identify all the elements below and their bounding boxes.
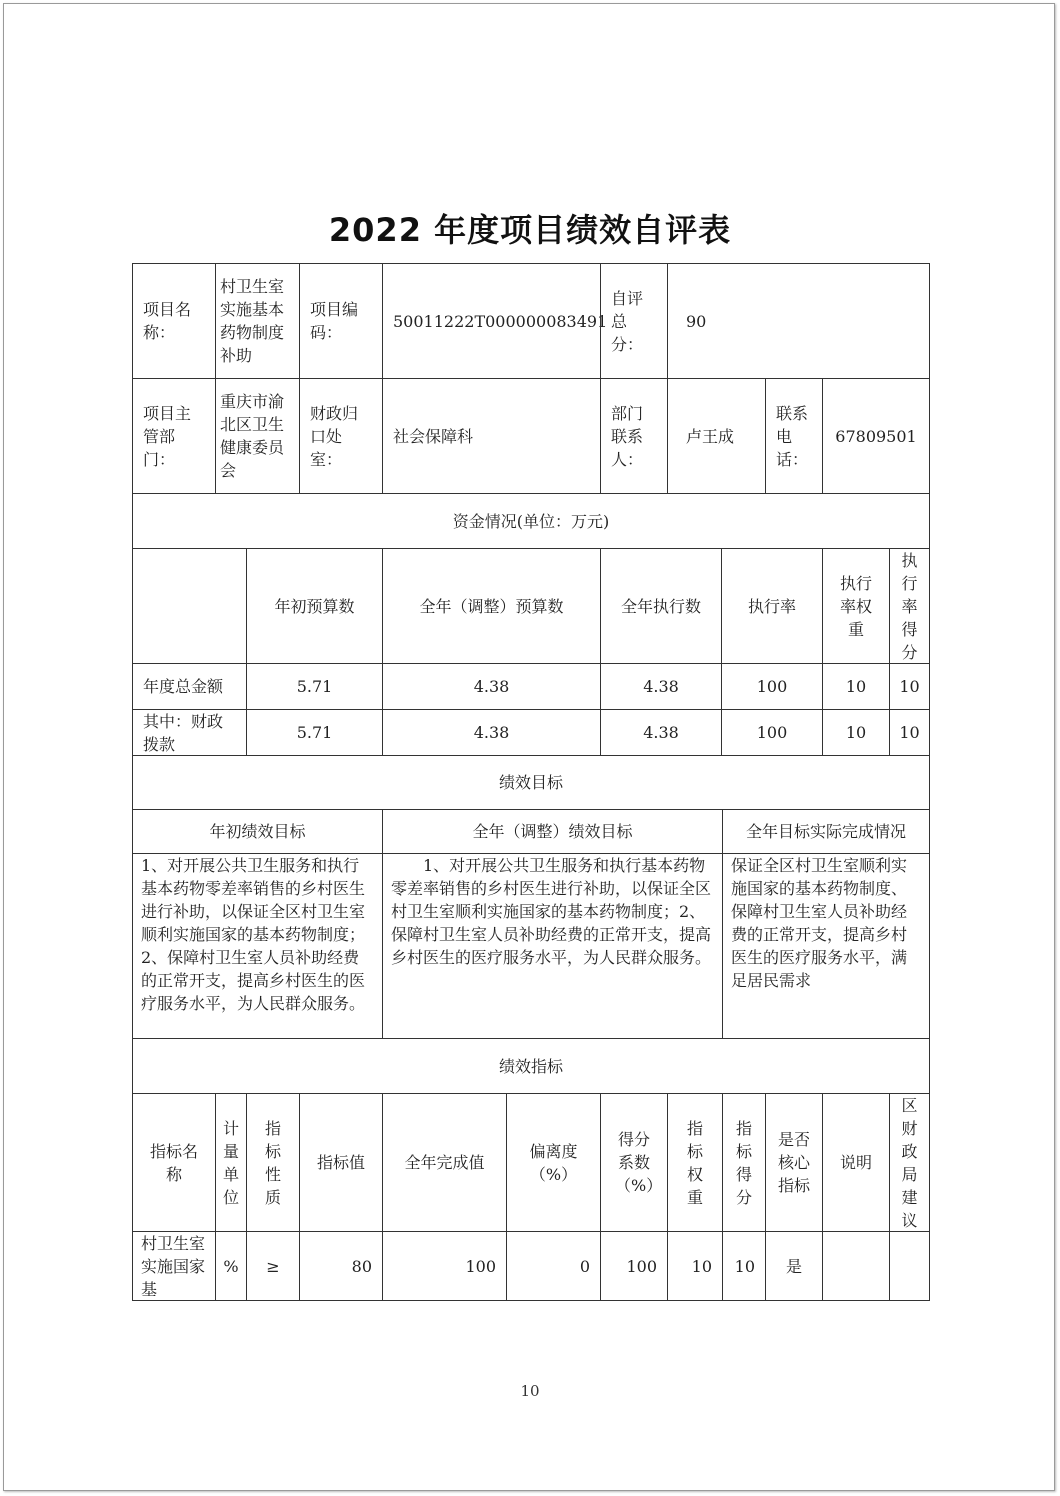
ind-row-unit: % bbox=[215, 1231, 247, 1301]
funds-row-total-initial: 5.71 bbox=[246, 663, 383, 710]
ind-col-target: 指标值 bbox=[299, 1093, 383, 1232]
ind-row-coefficient: 100 bbox=[600, 1231, 668, 1301]
ind-col-weight bbox=[667, 1093, 723, 1232]
ind-col-core-text: 是否核心指标 bbox=[777, 1130, 810, 1195]
ind-row-note bbox=[822, 1231, 890, 1301]
dept-label: 项目主管部门： bbox=[132, 378, 216, 494]
funds-header-blank bbox=[132, 548, 247, 664]
funds-row-fiscal-initial: 5.71 bbox=[246, 709, 383, 756]
funds-row-total-label: 年度总金额 bbox=[132, 663, 247, 710]
dept-value: 重庆市渝北区卫生健康委员会 bbox=[215, 378, 300, 494]
goals-section-title: 绩效目标 bbox=[132, 755, 930, 810]
funds-col-score bbox=[889, 548, 930, 664]
ind-col-advice-text: 区财政局建议 bbox=[901, 1095, 918, 1230]
funds-col-weight-text: 执行率权重 bbox=[839, 573, 872, 639]
phone-label: 联系电话： bbox=[765, 378, 823, 494]
page-title: 2022 年度项目绩效自评表 bbox=[328, 211, 732, 249]
project-name-label: 项目名称： bbox=[132, 263, 216, 379]
ind-row-deviation: 0 bbox=[506, 1231, 601, 1301]
finance-value: 社会保障科 bbox=[382, 378, 601, 494]
contact-value: 卢王成 bbox=[667, 378, 766, 494]
goals-actual-text: 保证全区村卫生室顺利实施国家的基本药物制度、保障村卫生室人员补助经费的正常开支，提高乡村医生的医疗服务水平，满足居民需求 bbox=[722, 853, 930, 1039]
ind-col-deviation-text: 偏离度（%） bbox=[529, 1141, 578, 1184]
ind-col-score-text: 指标得分 bbox=[735, 1118, 752, 1207]
finance-label: 财政归口处室： bbox=[299, 378, 383, 494]
ind-row-name: 村卫生室实施国家基 bbox=[132, 1231, 216, 1301]
ind-col-advice bbox=[889, 1093, 930, 1232]
ind-row-nature: ≥ bbox=[246, 1231, 300, 1301]
funds-col-weight bbox=[822, 548, 890, 664]
goals-col-initial: 年初绩效目标 bbox=[132, 809, 383, 854]
funds-col-initial: 年初预算数 bbox=[246, 548, 383, 664]
ind-col-unit-text: 计量单位 bbox=[222, 1118, 239, 1207]
funds-row-fiscal-weight: 10 bbox=[822, 709, 890, 756]
funds-row-total-score: 10 bbox=[889, 663, 930, 710]
project-code-label: 项目编码： bbox=[299, 263, 383, 379]
goals-initial-text: 1、对开展公共卫生服务和执行基本药物零差率销售的乡村医生进行补助，以保证全区村卫生室顺利实施国家的基本药物制度；2、保障村卫生室人员补助经费的正常开支，提高乡村医生的医疗服务水平，为人民群众服务。 bbox=[132, 853, 383, 1039]
ind-row-target: 80 bbox=[299, 1231, 383, 1301]
ind-row-score: 10 bbox=[722, 1231, 766, 1301]
ind-row-advice bbox=[889, 1231, 930, 1301]
funds-row-total-weight: 10 bbox=[822, 663, 890, 710]
funds-row-fiscal-executed: 4.38 bbox=[600, 709, 722, 756]
ind-col-nature bbox=[246, 1093, 300, 1232]
funds-section-title: 资金情况(单位：万元) bbox=[132, 493, 930, 549]
ind-col-coefficient-text: 得分系数（%） bbox=[615, 1130, 663, 1195]
self-score-label: 自评总分： bbox=[600, 263, 668, 379]
funds-row-total-adjusted: 4.38 bbox=[382, 663, 601, 710]
funds-row-fiscal-rate: 100 bbox=[721, 709, 823, 756]
ind-col-score bbox=[722, 1093, 766, 1232]
project-code-value: 50011222T000000083491 bbox=[382, 263, 601, 379]
ind-row-core: 是 bbox=[765, 1231, 823, 1301]
ind-col-deviation bbox=[506, 1093, 601, 1232]
funds-row-fiscal-adjusted: 4.38 bbox=[382, 709, 601, 756]
funds-col-score-text: 执行率得分 bbox=[901, 550, 918, 662]
ind-col-coefficient bbox=[600, 1093, 668, 1232]
ind-col-note: 说明 bbox=[822, 1093, 890, 1232]
funds-row-fiscal-score: 10 bbox=[889, 709, 930, 756]
goals-col-actual: 全年目标实际完成情况 bbox=[722, 809, 930, 854]
ind-row-weight: 10 bbox=[667, 1231, 723, 1301]
goals-adjusted-text: 1、对开展公共卫生服务和执行基本药物零差率销售的乡村医生进行补助，以保证全区村卫生室顺利实施国家的基本药物制度；2、保障村卫生室人员补助经费的正常开支，提高乡村医生的医疗服务水平，为人民群众服务。 bbox=[382, 853, 723, 1039]
ind-col-name: 指标名称 bbox=[132, 1093, 216, 1232]
evaluation-table bbox=[132, 263, 930, 1301]
indicators-section-title: 绩效指标 bbox=[132, 1038, 930, 1094]
funds-col-adjusted: 全年（调整）预算数 bbox=[382, 548, 601, 664]
funds-row-total-executed: 4.38 bbox=[600, 663, 722, 710]
funds-row-fiscal-label: 其中：财政拨款 bbox=[132, 709, 247, 756]
contact-label: 部门联系人： bbox=[600, 378, 668, 494]
ind-col-core bbox=[765, 1093, 823, 1232]
ind-col-nature-text: 指标性质 bbox=[264, 1118, 281, 1207]
page-number: 10 bbox=[520, 1382, 540, 1400]
funds-col-executed: 全年执行数 bbox=[600, 548, 722, 664]
funds-row-total-rate: 100 bbox=[721, 663, 823, 710]
phone-value: 67809501 bbox=[822, 378, 930, 494]
project-name-value: 村卫生室实施基本药物制度补助 bbox=[215, 263, 300, 379]
self-score-value: 90 bbox=[667, 263, 930, 379]
ind-col-actual: 全年完成值 bbox=[382, 1093, 507, 1232]
goals-col-adjusted: 全年（调整）绩效目标 bbox=[382, 809, 723, 854]
funds-col-rate: 执行率 bbox=[721, 548, 823, 664]
ind-col-weight-text: 指标权重 bbox=[686, 1118, 703, 1207]
ind-row-actual: 100 bbox=[382, 1231, 507, 1301]
ind-col-unit bbox=[215, 1093, 247, 1232]
